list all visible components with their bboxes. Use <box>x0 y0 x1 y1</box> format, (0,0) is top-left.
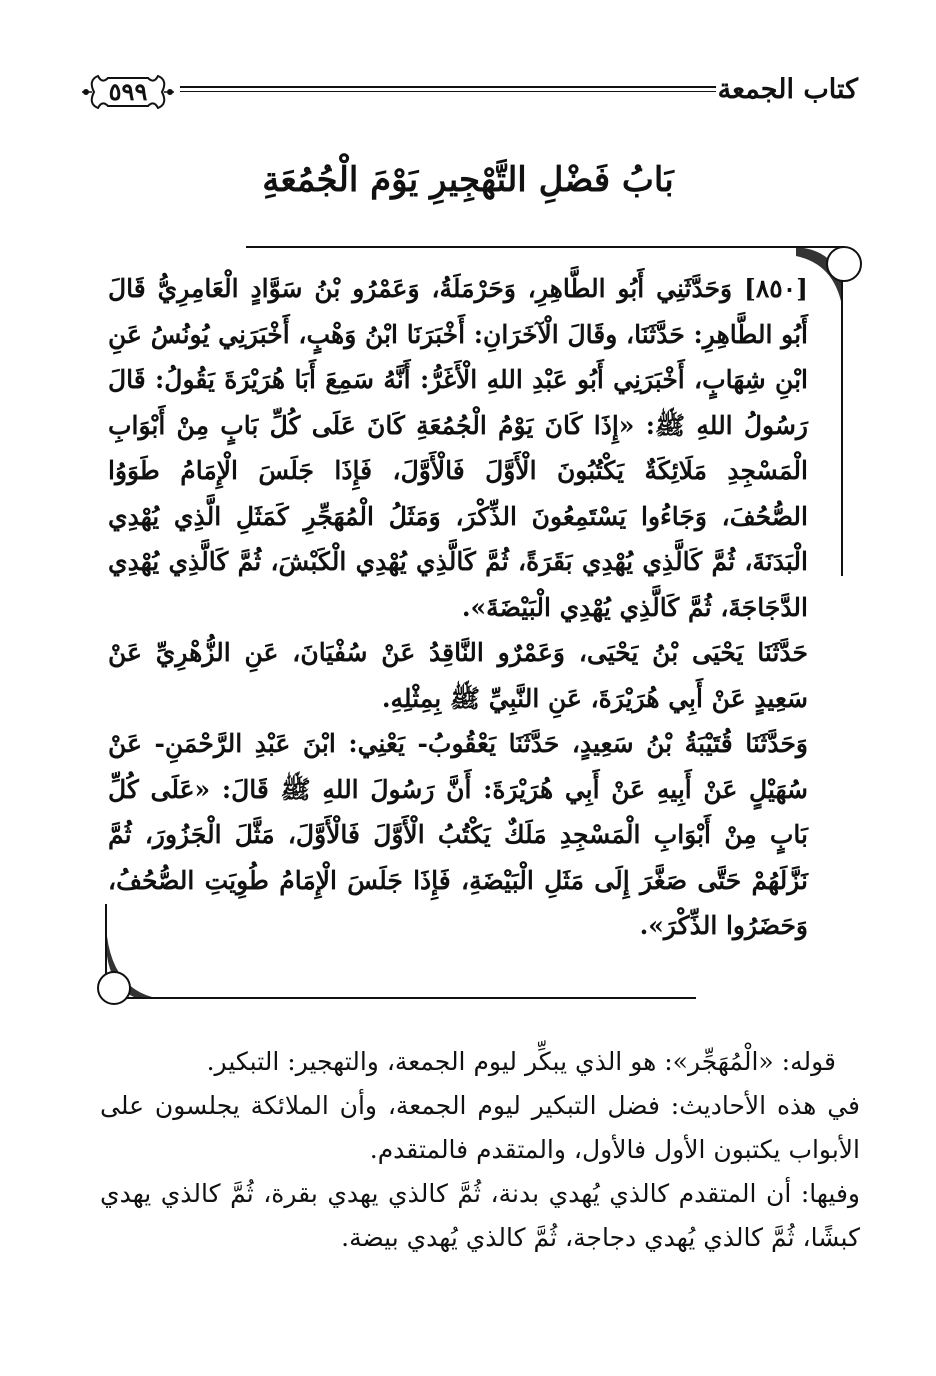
hadith-box <box>96 246 862 1006</box>
commentary-paragraph: وفيها: أن المتقدم كالذي يُهدي بدنة، ثُمَّ كالذي يهدي بقرة، ثُمَّ كالذي يهدي كبشًا، ثُمَّ كالذي يُهدي دجاجة، ثُمَّ كالذي يُهدي بيضة. <box>100 1179 860 1252</box>
header-rule <box>180 86 716 92</box>
chapter-title: بَابُ فَضْلِ التَّهْجِيرِ يَوْمَ الْجُمُعَةِ <box>262 160 674 200</box>
hadith-paragraph: وَحَدَّثَنَا قُتَيْبَةُ بْنُ سَعِيدٍ، حَدَّثَنَا يَعْقُوبُ- يَعْنِي: ابْنَ عَبْدِ الرَّحْمَنِ- عَنْ سُهَيْلٍ عَنْ أَبِيهِ عَنْ أَبِي هُرَيْرَةَ: أَنَّ رَسُولَ اللهِ ﷺ قَالَ: «عَلَى كُلِّ بَابٍ مِنْ أَبْوَابِ الْمَسْجِدِ مَلَكٌ يَكْتُبُ الْأَوَّلَ فَالْأَوَّلَ، مَثَّلَ الْجَزُورَ، ثُمَّ نَزَّلَهُمْ حَتَّى صَغَّرَ إِلَى مَثَلِ الْبَيْضَةِ، فَإِذَا جَلَسَ الْإِمَامُ طُوِيَتِ الصُّحُفُ، وَحَضَرُوا الذِّكْرَ». <box>108 729 808 940</box>
commentary <box>100 1040 860 1260</box>
book-title: كتاب الجمعة <box>717 74 858 105</box>
commentary-paragraph: في هذه الأحاديث: فضل التبكير ليوم الجمعة، وأن الملائكة يجلسون على الأبواب يكتبون الأول فالأول، والمتقدم فالمتقدم. <box>100 1091 860 1164</box>
page-number: ٥٩٩ <box>108 77 148 106</box>
page-header <box>80 70 858 116</box>
hadith-paragraph: حَدَّثَنَا يَحْيَى بْنُ يَحْيَى، وَعَمْرٌو النَّاقِدُ عَنْ سُفْيَانَ، عَنِ الزُّهْرِيِّ عَنْ سَعِيدٍ عَنْ أَبِي هُرَيْرَةَ، عَنِ النَّبِيِّ ﷺ بِمِثْلِهِ. <box>108 638 808 713</box>
hadith-paragraph: [٨٥٠] وَحَدَّثَنِي أَبُو الطَّاهِرِ، وَحَرْمَلَةُ، وَعَمْرُو بْنُ سَوَّادٍ الْعَامِرِيُّ قَالَ أَبُو الطَّاهِرِ: حَدَّثَنَا، وقَالَ الْآخَرَانِ: أَخْبَرَنَا ابْنُ وَهْبٍ، أَخْبَرَنِي يُونُسُ عَنِ ابْنِ شِهَابٍ، أَخْبَرَنِي أَبُو عَبْدِ اللهِ الْأَغَرُّ: أَنَّهُ سَمِعَ أَبَا هُرَيْرَةَ يَقُولُ: قَالَ رَسُولُ اللهِ ﷺ: «إِذَا كَانَ يَوْمُ الْجُمُعَةِ كَانَ عَلَى كُلِّ بَابٍ مِنْ أَبْوَابِ الْمَسْجِدِ مَلَائِكَةٌ يَكْتُبُونَ الْأَوَّلَ فَالْأَوَّلَ، فَإِذَا جَلَسَ الْإِمَامُ طَوَوُا الصُّحُفَ، وَجَاءُوا يَسْتَمِعُونَ الذِّكْرَ، وَمَثَلُ الْمُهَجِّرِ كَمَثَلِ الَّذِي يُهْدِي الْبَدَنَةَ، ثُمَّ كَالَّذِي يُهْدِي بَقَرَةً، ثُمَّ كَالَّذِي يُهْدِي الْكَبْشَ، ثُمَّ كَالَّذِي يُهْدِي الدَّجَاجَةَ، ثُمَّ كَالَّذِي يُهْدِي الْبَيْضَةَ». <box>108 274 808 622</box>
commentary-paragraph: قوله: «الْمُهَجِّر»: هو الذي يبكِّر ليوم الجمعة، والتهجير: التبكير. <box>206 1047 836 1076</box>
hadith-text <box>108 266 808 949</box>
page-number-ornament <box>80 70 176 114</box>
